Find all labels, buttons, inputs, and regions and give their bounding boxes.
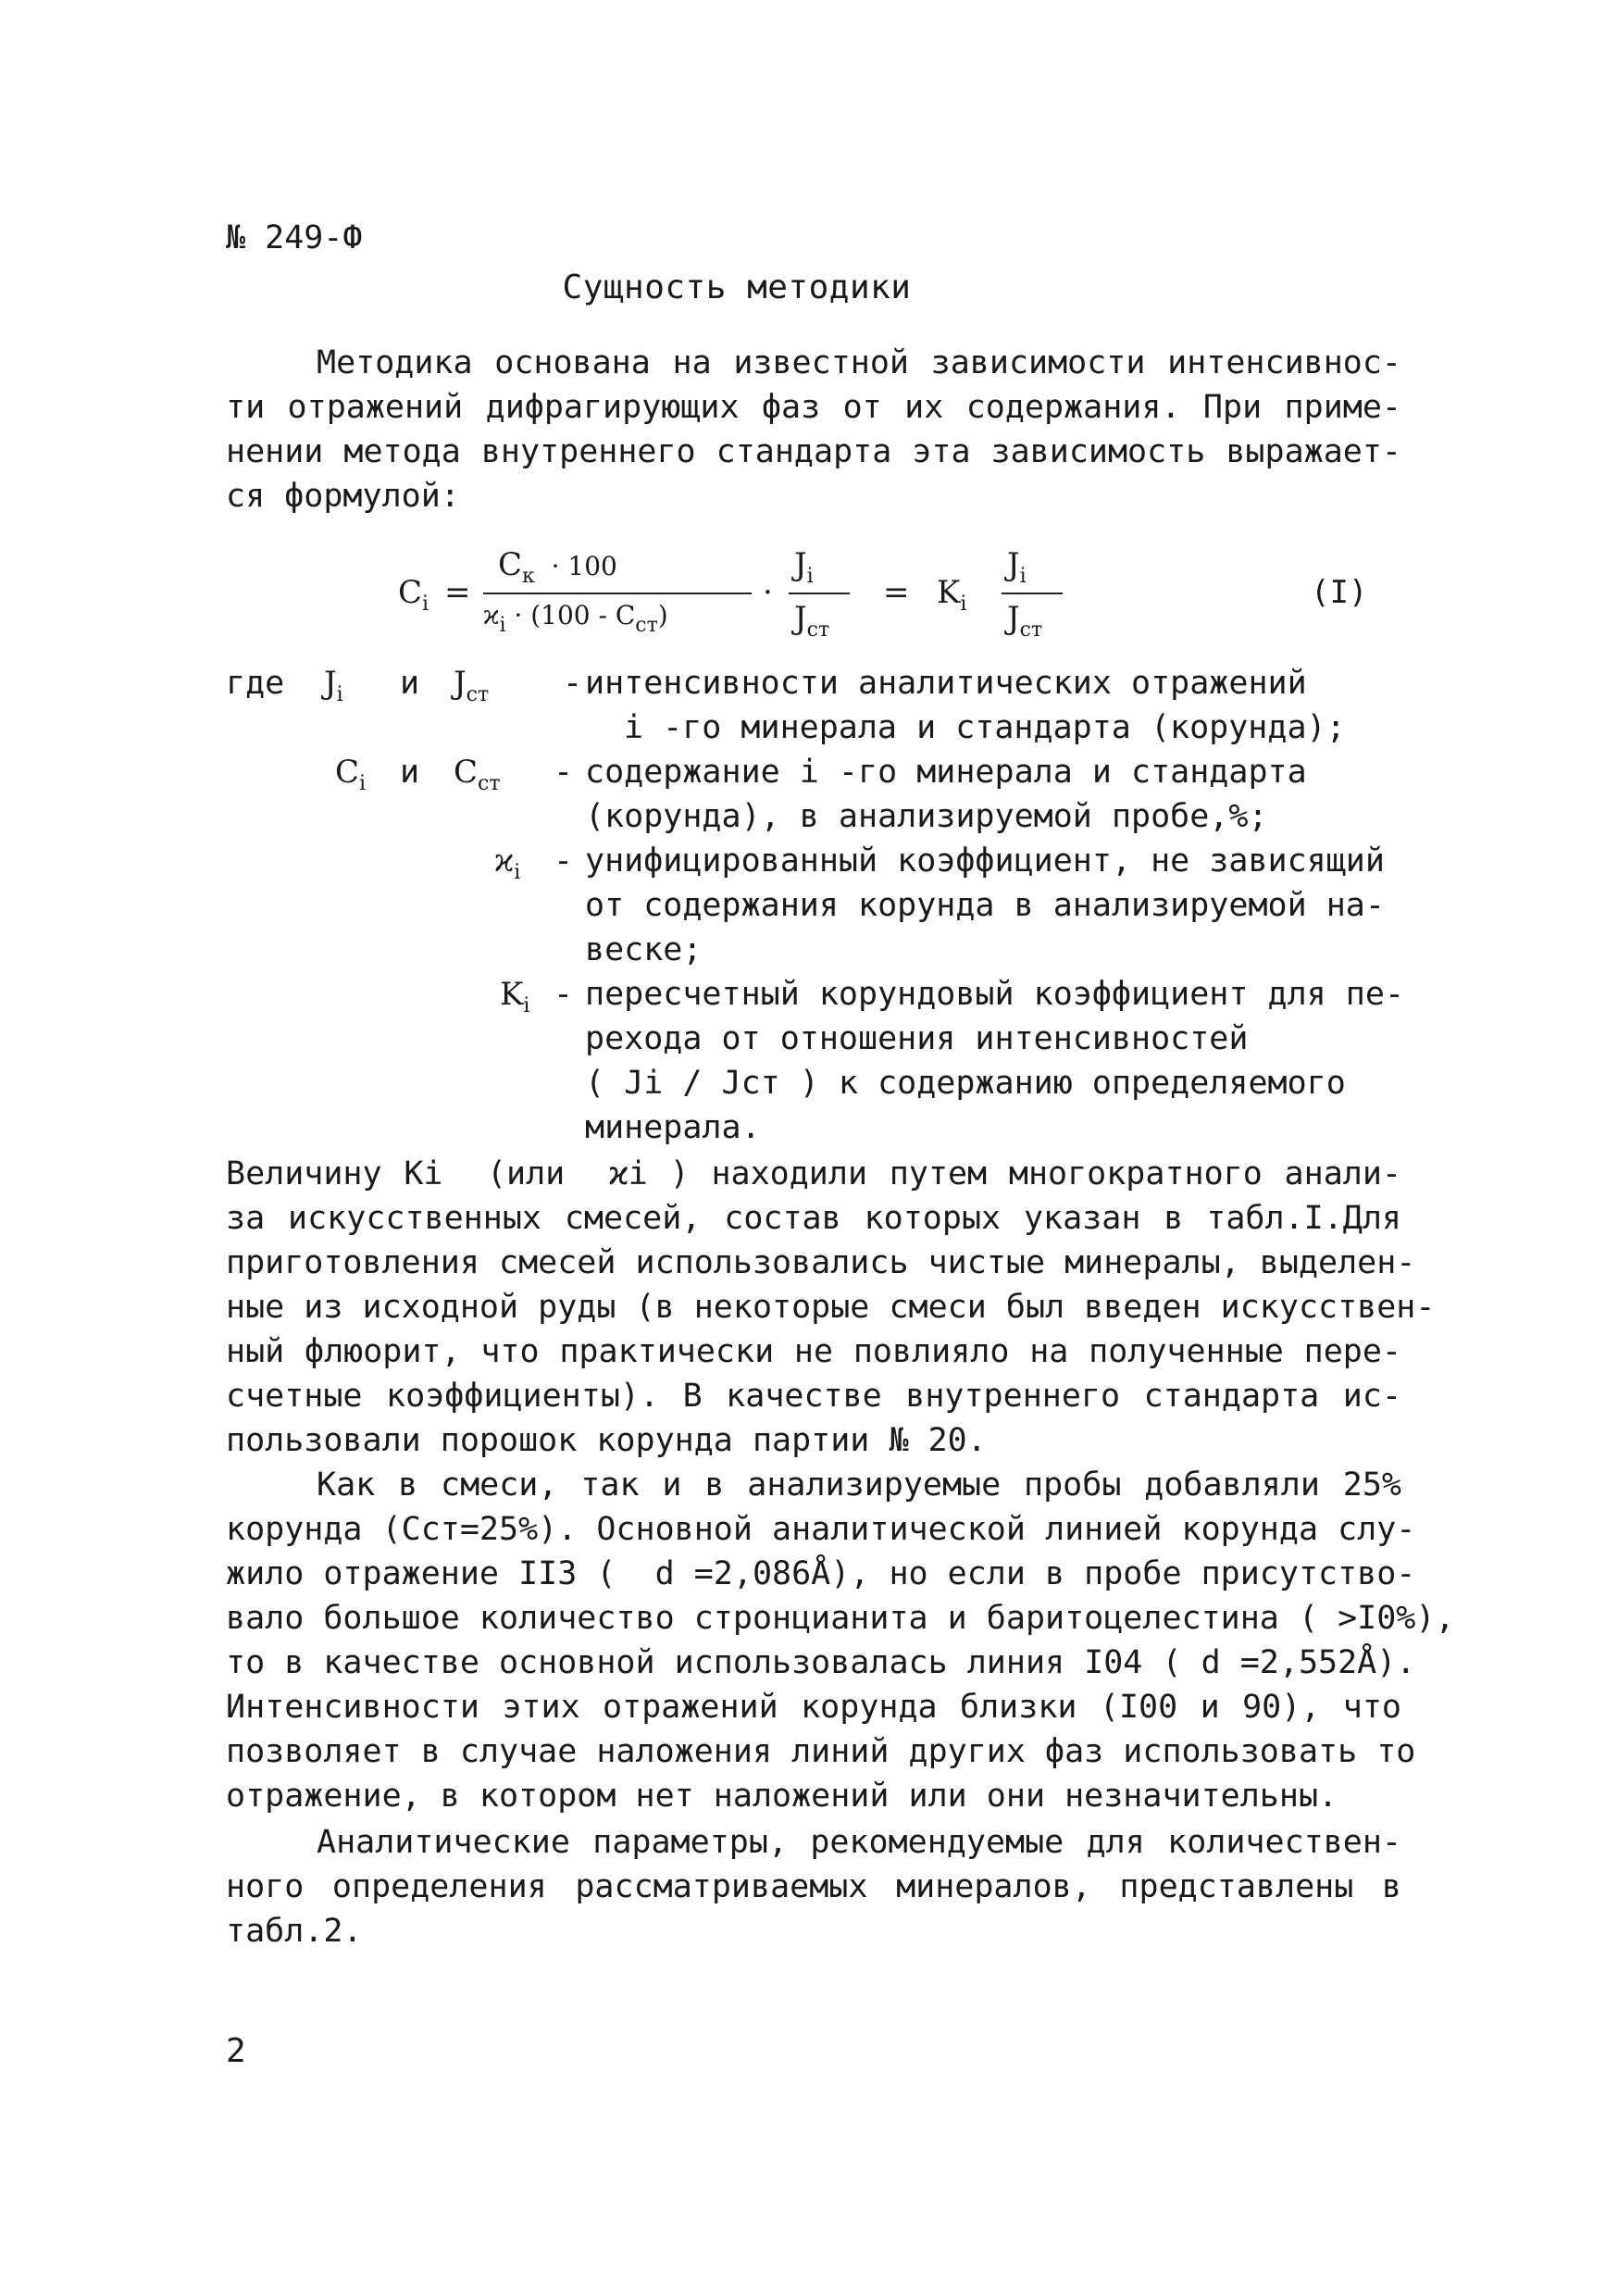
definition-text: пересчетный корундовый коэффициент для пе- рехода от отношения интенсивностей ( Ji / Jст ) к содержанию определяемого минерала. — [585, 976, 1405, 1146]
text-line: табл.2. — [226, 1913, 363, 1950]
page-number: 2 — [226, 2032, 246, 2070]
definition-text: содержание i -го минерала и стандарта (корунда), в анализируемой пробе,%; — [585, 754, 1307, 835]
text-line: ного определения рассматриваемых минералов, представлены в — [226, 1868, 1401, 1905]
fraction3-bar — [1002, 593, 1063, 594]
definition-symbol: $K_i$ — [500, 976, 530, 1017]
fraction1-denominator: $ϰ_i \cdot (100 - C_{ст})$ — [483, 600, 668, 637]
text-line: Аналитические параметры, рекомендуемые для количествен- — [317, 1824, 1401, 1861]
text-line: счетные коэффициенты). В качестве внутреннего стандарта ис- — [226, 1378, 1401, 1415]
equals-sign: = — [883, 574, 910, 611]
fraction3-numerator: $J_i$ — [1007, 546, 1027, 588]
fraction2-bar — [789, 593, 850, 594]
definition-conjunction: и — [400, 754, 420, 791]
fraction2-denominator: $J_{ст}$ — [794, 600, 830, 642]
definition-symbol: $J_{ст}$ — [454, 665, 490, 706]
formula-lhs: $C_i$ — [398, 574, 429, 616]
definition-text: интенсивности аналитических отражений — [585, 665, 1307, 702]
fraction2-numerator: $J_i$ — [794, 546, 814, 588]
text-line: пользовали порошок корунда партии № 20. — [226, 1422, 987, 1459]
text-line: Как в смеси, так и в анализируемые пробы добавляли 25% — [317, 1466, 1401, 1504]
coefficient-k: $K_i$ — [937, 574, 967, 616]
text-line: позволяет в случае наложения линий других фаз использовать то — [226, 1733, 1416, 1770]
document-number: № 249-Ф — [226, 219, 363, 256]
fraction1-numerator: $C_к \cdot 100$ — [498, 546, 617, 588]
text-line: отражение, в котором нет наложений или они незначительны. — [226, 1778, 1338, 1815]
text-line: Величину Ki (или ϰi ) находили путем многократного анали- — [226, 1155, 1401, 1192]
text-line: корунда (Cст=25%). Основной аналитической линией корунда слу- — [226, 1511, 1416, 1548]
definition-text: i -го минерала и стандарта (корунда); — [624, 709, 1346, 746]
formula — [0, 546, 1618, 648]
definition-conjunction: и — [400, 665, 420, 702]
definition-prefix: где — [226, 665, 285, 702]
text-line: за искусственных смесей, состав которых указан в табл.I.Для — [226, 1200, 1401, 1237]
text-line: Интенсивности этих отражений корунда близки (I00 и 90), что — [226, 1689, 1401, 1726]
definition-symbol: $ϰ_i$ — [494, 842, 521, 884]
definition-symbol: $C_i$ — [335, 754, 367, 795]
definition-dash: - — [554, 842, 574, 880]
section-title: Сущность методики — [562, 268, 912, 306]
text-line: приготовления смесей использовались чистые минералы, выделен- — [226, 1244, 1416, 1281]
text-line: Методика основана на известной зависимости интенсивнос- — [317, 344, 1401, 381]
fraction3-denominator: $J_{ст}$ — [1007, 600, 1043, 642]
text-line: ти отражений дифрагирующих фаз от их содержания. При приме- — [226, 389, 1401, 426]
definition-dash: - — [554, 754, 574, 791]
text-line: вало большое количество стронцианита и баритоцелестина ( >I0%), — [226, 1600, 1455, 1637]
intro-paragraph — [226, 341, 1401, 518]
body-paragraph — [226, 1152, 1436, 1463]
body-paragraph — [226, 1820, 1401, 1953]
formula-number: (I) — [1311, 574, 1368, 611]
text-line: жило отражение II3 ( d =2,086Å), но если в пробе присутство- — [226, 1555, 1416, 1592]
definition-dash: - — [554, 976, 574, 1013]
definition-dash: - — [563, 665, 583, 702]
text-line: нении метода внутреннего стандарта эта зависимость выражает- — [226, 433, 1401, 470]
definition-item — [226, 661, 284, 705]
text-line: ся формулой: — [226, 478, 460, 515]
text-line: ный флюорит, что практически не повлияло на полученные пере- — [226, 1333, 1401, 1370]
definition-symbol: $C_{ст}$ — [454, 754, 501, 795]
text-line: ные из исходной руды (в некоторые смеси был введен искусствен- — [226, 1289, 1436, 1326]
fraction1-bar — [483, 593, 752, 594]
multiply-dot: · — [763, 574, 773, 611]
definition-symbol: $J_i$ — [324, 665, 343, 706]
text-line: то в качестве основной использовалась линия I04 ( d =2,552Å). — [226, 1644, 1416, 1681]
equals-sign: = — [444, 574, 471, 611]
body-paragraph — [226, 1463, 1455, 1818]
definition-text: унифицированный коэффициент, не зависящий от содержания корунда в анализируемой на- веске; — [585, 842, 1385, 968]
